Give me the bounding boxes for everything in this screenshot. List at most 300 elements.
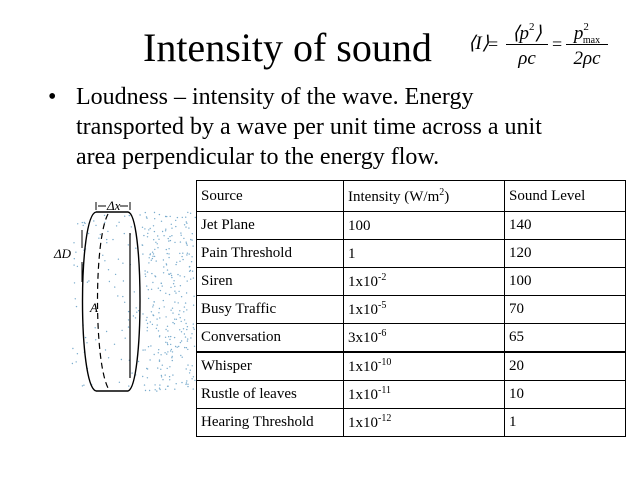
stipple-dot xyxy=(149,257,150,258)
stipple-dot xyxy=(105,349,106,350)
stipple-dot xyxy=(133,315,134,316)
stipple-dot xyxy=(124,216,125,217)
stipple-dot xyxy=(192,365,193,366)
stipple-dot xyxy=(128,311,129,312)
stipple-dot xyxy=(150,228,151,229)
cell-level: 65 xyxy=(505,324,626,353)
stipple-dot xyxy=(108,357,109,358)
formula-denominator-1: ρc xyxy=(518,48,536,69)
stipple-dot xyxy=(76,361,77,362)
stipple-dot xyxy=(116,225,117,226)
stipple-dot xyxy=(188,227,189,228)
stipple-dot xyxy=(142,349,143,350)
stipple-dot xyxy=(123,280,124,281)
stipple-dot xyxy=(173,280,174,281)
stipple-dot xyxy=(185,226,186,227)
stipple-dot xyxy=(149,359,150,360)
stipple-dot xyxy=(151,311,152,312)
stipple-dot xyxy=(178,314,179,315)
cell-intensity: $1x10^{-5}$ xyxy=(344,296,505,324)
stipple-dot xyxy=(158,349,159,350)
stipple-dot xyxy=(106,331,107,332)
stipple-dot xyxy=(153,253,154,254)
stipple-dot xyxy=(163,300,164,301)
stipple-dot xyxy=(128,326,129,327)
stipple-dot xyxy=(168,257,169,258)
stipple-dot xyxy=(187,326,188,327)
stipple-dot xyxy=(176,383,177,384)
stipple-dot xyxy=(167,342,168,343)
stipple-dot xyxy=(155,389,156,390)
stipple-dot xyxy=(169,376,170,377)
stipple-dot xyxy=(152,256,153,257)
stipple-dot xyxy=(168,240,169,241)
stipple-dot xyxy=(185,217,186,218)
stipple-dot xyxy=(154,384,155,385)
stipple-dot xyxy=(134,291,135,292)
stipple-dot xyxy=(156,328,157,329)
stipple-dot xyxy=(189,372,190,373)
stipple-dot xyxy=(152,282,153,283)
stipple-dot xyxy=(144,384,145,385)
stipple-dot xyxy=(166,216,167,217)
header-sound-level: Sound Level xyxy=(505,181,626,212)
stipple-dot xyxy=(184,306,185,307)
stipple-dot xyxy=(88,280,89,281)
cell-source: Whisper xyxy=(197,352,344,381)
cell-intensity: $1x10^{-11}$ xyxy=(344,381,505,409)
stipple-dot xyxy=(151,260,152,261)
table-row xyxy=(197,212,626,240)
stipple-dot xyxy=(184,319,185,320)
stipple-dot xyxy=(165,316,166,317)
stipple-dot xyxy=(182,253,183,254)
stipple-dot xyxy=(179,261,180,262)
stipple-dot xyxy=(174,389,175,390)
stipple-dot xyxy=(154,249,155,250)
stipple-dot xyxy=(168,336,169,337)
stipple-dot xyxy=(183,328,184,329)
stipple-dot xyxy=(150,321,151,322)
cell-source: Rustle of leaves xyxy=(197,381,344,409)
stipple-dot xyxy=(129,215,130,216)
stipple-dot xyxy=(154,275,155,276)
table-row xyxy=(197,240,626,268)
stipple-dot xyxy=(169,366,170,367)
stipple-dot xyxy=(187,349,188,350)
stipple-dot xyxy=(104,222,105,223)
stipple-dot xyxy=(164,306,165,307)
cell-level: 140 xyxy=(505,212,626,240)
stipple-dot xyxy=(171,228,172,229)
formula-equals-1: = xyxy=(488,34,499,54)
stipple-dot xyxy=(106,242,107,243)
stipple-dot xyxy=(187,384,188,385)
stipple-dot xyxy=(142,253,143,254)
cell-source: Jet Plane xyxy=(197,212,344,240)
stipple-dot xyxy=(154,301,155,302)
stipple-dot xyxy=(157,235,158,236)
stipple-dot xyxy=(171,224,172,225)
stipple-dot xyxy=(165,374,166,375)
stipple-dot xyxy=(187,386,188,387)
stipple-dot xyxy=(162,365,163,366)
stipple-dot xyxy=(158,352,159,353)
stipple-dot xyxy=(161,375,162,376)
stipple-dot xyxy=(159,214,160,215)
stipple-dot xyxy=(155,242,156,243)
formula-exponent-2: 2 xyxy=(583,21,589,33)
stipple-dot xyxy=(181,235,182,236)
stipple-dot xyxy=(182,357,183,358)
stipple-dot xyxy=(174,286,175,287)
stipple-dot xyxy=(154,354,155,355)
stipple-dot xyxy=(114,286,115,287)
stipple-dot xyxy=(77,266,78,267)
stipple-dot xyxy=(100,234,101,235)
stipple-dot xyxy=(170,310,171,311)
stipple-dot xyxy=(146,216,147,217)
stipple-dot xyxy=(93,220,94,221)
stipple-dot xyxy=(142,376,143,377)
cell-intensity: 1 xyxy=(344,240,505,268)
stipple-dot xyxy=(168,238,169,239)
cell-intensity: $3x10^{-6}$ xyxy=(344,324,505,353)
stipple-dot xyxy=(138,361,139,362)
stipple-dot xyxy=(164,352,165,353)
stipple-dot xyxy=(170,344,171,345)
stipple-dot xyxy=(145,273,146,274)
stipple-dot xyxy=(163,259,164,260)
stipple-dot xyxy=(158,312,159,313)
stipple-dot xyxy=(192,271,193,272)
stipple-dot xyxy=(157,367,158,368)
stipple-dot xyxy=(177,347,178,348)
stipple-dot xyxy=(142,245,143,246)
stipple-dot xyxy=(167,351,168,352)
stipple-dot xyxy=(161,283,162,284)
stipple-dot xyxy=(165,229,166,230)
stipple-dot xyxy=(163,266,164,267)
stipple-dot xyxy=(172,374,173,375)
stipple-dot xyxy=(174,337,175,338)
stipple-dot xyxy=(150,345,151,346)
stipple-dot xyxy=(172,308,173,309)
stipple-dot xyxy=(168,253,169,254)
stipple-dot xyxy=(122,263,123,264)
stipple-dot xyxy=(185,323,186,324)
formula-pressure: p xyxy=(519,23,529,44)
stipple-dot xyxy=(86,342,87,343)
stipple-dot xyxy=(84,222,85,223)
stipple-dot xyxy=(174,242,175,243)
stipple-dot xyxy=(85,337,86,338)
stipple-dot xyxy=(170,287,171,288)
cell-level: 10 xyxy=(505,381,626,409)
formula-lhs-symbol: I xyxy=(475,33,482,54)
formula-lhs: ⟨I⟩ xyxy=(468,33,490,54)
stipple-dot xyxy=(122,296,123,297)
table-row xyxy=(197,409,626,437)
stipple-dot xyxy=(192,233,193,234)
stipple-dot xyxy=(152,314,153,315)
stipple-dot xyxy=(95,327,96,328)
stipple-dot xyxy=(83,225,84,226)
stipple-dot xyxy=(186,223,187,224)
stipple-dot xyxy=(109,281,110,282)
stipple-dot xyxy=(167,253,168,254)
stipple-dot xyxy=(156,260,157,261)
stipple-dot xyxy=(157,324,158,325)
formula-denominator-2: 2ρc xyxy=(573,48,601,69)
stipple-dot xyxy=(144,228,145,229)
stipple-dot xyxy=(184,347,185,348)
stipple-dot xyxy=(139,214,140,215)
stipple-dot xyxy=(154,218,155,219)
stipple-dot xyxy=(151,289,152,290)
stipple-dot xyxy=(191,333,192,334)
stipple-dot xyxy=(168,273,169,274)
stipple-dot xyxy=(131,372,132,373)
stipple-dot xyxy=(187,212,188,213)
stipple-dot xyxy=(183,238,184,239)
stipple-dot xyxy=(148,298,149,299)
table-header-row xyxy=(197,181,626,212)
stipple-dot xyxy=(186,380,187,381)
stipple-dot xyxy=(145,212,146,213)
stipple-dot xyxy=(144,349,145,350)
stipple-dot xyxy=(169,379,170,380)
stipple-dot xyxy=(77,353,78,354)
stipple-dot xyxy=(174,323,175,324)
cell-intensity: $1x10^{-2}$ xyxy=(344,268,505,296)
formula-subscript-max: max xyxy=(582,35,601,46)
stipple-dot xyxy=(98,238,99,239)
stipple-dot xyxy=(185,384,186,385)
stipple-dot xyxy=(95,339,96,340)
stipple-dot xyxy=(160,354,161,355)
formula-numerator-1: $⟨p^2⟩$ xyxy=(512,21,542,44)
stipple-dot xyxy=(174,291,175,292)
stipple-dot xyxy=(158,288,159,289)
stipple-dot xyxy=(169,339,170,340)
stipple-dot xyxy=(118,259,119,260)
stipple-dot xyxy=(189,266,190,267)
stipple-dot xyxy=(107,231,108,232)
stipple-dot xyxy=(187,245,188,246)
stipple-dot xyxy=(193,305,194,306)
stipple-dot xyxy=(172,360,173,361)
stipple-dot xyxy=(170,336,171,337)
header-intensity-text: Intensity (W/m xyxy=(348,188,440,205)
stipple-dot xyxy=(152,324,153,325)
stipple-dot xyxy=(193,388,194,389)
stipple-dot xyxy=(145,276,146,277)
stipple-dot xyxy=(165,230,166,231)
stipple-dot xyxy=(136,312,137,313)
stipple-dot xyxy=(144,270,145,271)
stipple-dot xyxy=(191,261,192,262)
table-row xyxy=(197,352,626,381)
stipple-dot xyxy=(160,290,161,291)
stipple-dot xyxy=(147,377,148,378)
stipple-dot xyxy=(175,346,176,347)
stipple-dot xyxy=(161,221,162,222)
stipple-dot xyxy=(190,279,191,280)
stipple-dot xyxy=(177,274,178,275)
stipple-dot xyxy=(135,248,136,249)
stipple-dot xyxy=(169,236,170,237)
bullet-point xyxy=(48,82,568,172)
stipple-dot xyxy=(187,338,188,339)
stipple-dot xyxy=(83,385,84,386)
stipple-dot xyxy=(178,291,179,292)
cell-source: Hearing Threshold xyxy=(197,409,344,437)
stipple-dot xyxy=(186,347,187,348)
stipple-dot xyxy=(72,363,73,364)
stipple-dot xyxy=(180,355,181,356)
stipple-dot xyxy=(121,359,122,360)
stipple-dot xyxy=(102,255,103,256)
stipple-dot xyxy=(180,342,181,343)
stipple-dot xyxy=(146,317,147,318)
stipple-dot xyxy=(190,213,191,214)
stipple-dot xyxy=(148,346,149,347)
stipple-dot xyxy=(172,351,173,352)
cell-level: 20 xyxy=(505,352,626,381)
stipple-dot xyxy=(153,239,154,240)
stipple-dot xyxy=(76,306,77,307)
stipple-dot xyxy=(148,289,149,290)
stipple-dot xyxy=(72,348,73,349)
header-intensity-exponent: 2 xyxy=(439,186,445,198)
stipple-dot xyxy=(88,233,89,234)
stipple-dot xyxy=(187,280,188,281)
stipple-dot xyxy=(147,236,148,237)
stipple-dot xyxy=(95,225,96,226)
header-intensity xyxy=(344,181,505,212)
stipple-dot xyxy=(158,330,159,331)
stipple-dot xyxy=(159,384,160,385)
stipple-dot xyxy=(182,217,183,218)
stipple-dot xyxy=(147,327,148,328)
cell-intensity: $1x10^{-12}$ xyxy=(344,409,505,437)
stipple-dot xyxy=(175,226,176,227)
stipple-dot xyxy=(159,389,160,390)
stipple-dot xyxy=(147,323,148,324)
stipple-dot xyxy=(178,302,179,303)
header-source: Source xyxy=(197,181,344,212)
stipple-dot xyxy=(157,247,158,248)
stipple-dot xyxy=(87,282,88,283)
stipple-dot xyxy=(186,292,187,293)
stipple-dot xyxy=(153,225,154,226)
cell-source: Conversation xyxy=(197,324,344,353)
stipple-dot xyxy=(121,330,122,331)
stipple-dot xyxy=(186,221,187,222)
stipple-dot xyxy=(166,353,167,354)
stipple-dot xyxy=(147,330,148,331)
delta-x-label: Δx xyxy=(107,200,121,213)
stipple-dot xyxy=(183,311,184,312)
stipple-dot xyxy=(171,349,172,350)
bullet-text: Loudness – intensity of the wave. Energy transported by a wave per unit time across a unit area perpendicular to the energy flow. xyxy=(76,84,542,170)
stipple-dot xyxy=(181,256,182,257)
stipple-dot xyxy=(157,243,158,244)
stipple-dot xyxy=(180,241,181,242)
stipple-dot xyxy=(159,308,160,309)
cell-level: 120 xyxy=(505,240,626,268)
table-row xyxy=(197,381,626,409)
cell-intensity: $1x10^{-10}$ xyxy=(344,352,505,381)
stipple-dot xyxy=(158,239,159,240)
stipple-dot xyxy=(159,359,160,360)
stipple-dot xyxy=(154,212,155,213)
stipple-dot xyxy=(193,296,194,297)
cell-source: Busy Traffic xyxy=(197,296,344,324)
stipple-dot xyxy=(175,220,176,221)
stipple-dot xyxy=(170,273,171,274)
delta-d-label: ΔD xyxy=(54,246,72,261)
stipple-dot xyxy=(147,271,148,272)
stipple-dot xyxy=(182,259,183,260)
stipple-dot xyxy=(193,323,194,324)
stipple-dot xyxy=(179,275,180,276)
stipple-dot xyxy=(172,322,173,323)
stipple-dot xyxy=(186,242,187,243)
stipple-dot xyxy=(181,296,182,297)
stipple-dot xyxy=(194,329,195,330)
stipple-dot xyxy=(181,331,182,332)
stipple-dot xyxy=(82,222,83,223)
stipple-dot xyxy=(172,312,173,313)
stipple-dot xyxy=(167,330,168,331)
stipple-dot xyxy=(159,335,160,336)
stipple-dot xyxy=(175,292,176,293)
stipple-dot xyxy=(192,245,193,246)
stipple-dot xyxy=(160,369,161,370)
stipple-dot xyxy=(73,264,74,265)
stipple-dot xyxy=(128,385,129,386)
stipple-dot xyxy=(176,262,177,263)
intensity-formula xyxy=(468,10,628,80)
stipple-dot xyxy=(143,235,144,236)
stipple-dot xyxy=(167,386,168,387)
sound-intensity-table xyxy=(196,180,626,437)
stipple-dot xyxy=(152,252,153,253)
table-row xyxy=(197,268,626,296)
stipple-dot xyxy=(190,337,191,338)
stipple-dot xyxy=(186,243,187,244)
formula-exponent: 2 xyxy=(529,21,535,33)
stipple-dot xyxy=(179,310,180,311)
stipple-dot xyxy=(142,227,143,228)
stipple-dot xyxy=(152,258,153,259)
stipple-dot xyxy=(165,293,166,294)
stipple-dot xyxy=(167,269,168,270)
cell-level: 70 xyxy=(505,296,626,324)
stipple-dot xyxy=(162,231,163,232)
stipple-dot xyxy=(119,382,120,383)
stipple-dot xyxy=(170,240,171,241)
stipple-dot xyxy=(115,274,116,275)
stipple-dot xyxy=(162,379,163,380)
stipple-dot xyxy=(193,327,194,328)
stipple-dot xyxy=(186,329,187,330)
stipple-dot xyxy=(135,317,136,318)
stipple-dot xyxy=(167,326,168,327)
stipple-dot xyxy=(156,390,157,391)
